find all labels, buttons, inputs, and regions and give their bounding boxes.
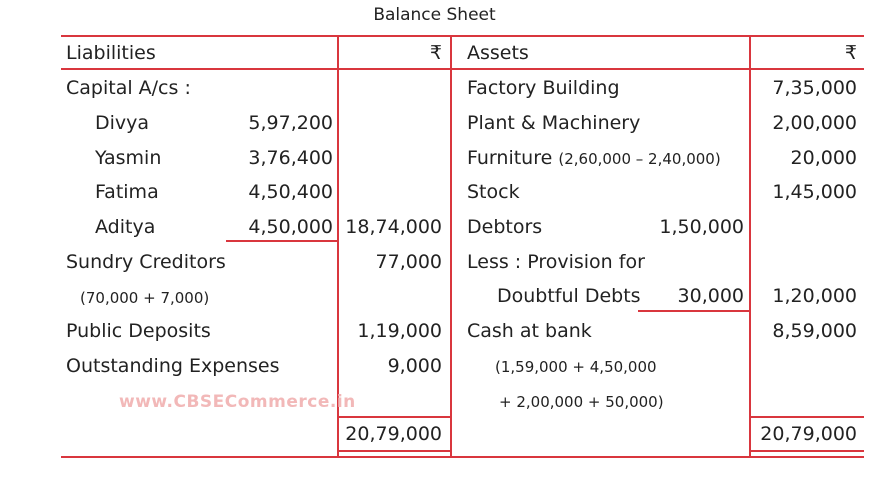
factory-building-amount: 7,35,000 bbox=[772, 77, 857, 99]
partner-amount: 3,76,400 bbox=[248, 147, 333, 169]
asset-currency-header: ₹ bbox=[844, 42, 857, 64]
cash-at-bank-note-line1: (1,59,000 + 4,50,000 bbox=[495, 358, 657, 376]
plant-machinery-label: Plant & Machinery bbox=[467, 112, 641, 134]
table-bottom-border bbox=[61, 456, 864, 458]
table-top-border bbox=[61, 35, 864, 37]
furniture-note: (2,60,000 – 2,40,000) bbox=[558, 150, 721, 168]
assets-total: 20,79,000 bbox=[760, 423, 857, 445]
debtors-gross-amount: 1,50,000 bbox=[659, 216, 744, 238]
partner-name: Yasmin bbox=[95, 147, 162, 169]
partner-amount: 5,97,200 bbox=[248, 112, 333, 134]
capital-heading: Capital A/cs : bbox=[66, 77, 191, 99]
assets-header: Assets bbox=[467, 42, 529, 64]
public-deposits-label: Public Deposits bbox=[66, 320, 211, 342]
stock-label: Stock bbox=[467, 181, 520, 203]
outstanding-expenses-label: Outstanding Expenses bbox=[66, 355, 280, 377]
capital-subtotal-rule bbox=[226, 240, 337, 242]
asset-total-top-rule bbox=[749, 416, 864, 418]
asset-total-double-rule bbox=[749, 450, 864, 452]
sundry-creditors-amount: 77,000 bbox=[375, 251, 442, 273]
furniture-line bbox=[467, 147, 721, 170]
partner-amount: 4,50,000 bbox=[248, 216, 333, 238]
liab-total-top-rule bbox=[337, 416, 450, 418]
sundry-creditors-note: (70,000 + 7,000) bbox=[80, 289, 210, 307]
liab-total-double-rule bbox=[337, 450, 450, 452]
stock-amount: 1,45,000 bbox=[772, 181, 857, 203]
column-divider-asset-amount bbox=[749, 35, 751, 456]
liabilities-total: 20,79,000 bbox=[345, 423, 442, 445]
plant-machinery-amount: 2,00,000 bbox=[772, 112, 857, 134]
capital-total: 18,74,000 bbox=[345, 216, 442, 238]
column-divider-center bbox=[450, 35, 452, 456]
cash-at-bank-note-line2: + 2,00,000 + 50,000) bbox=[499, 393, 664, 411]
outstanding-expenses-amount: 9,000 bbox=[387, 355, 442, 377]
cash-at-bank-amount: 8,59,000 bbox=[772, 320, 857, 342]
factory-building-label: Factory Building bbox=[467, 77, 620, 99]
cash-at-bank-label: Cash at bank bbox=[467, 320, 592, 342]
furniture-label: Furniture bbox=[467, 147, 553, 169]
page-title: Balance Sheet bbox=[373, 5, 496, 25]
header-separator bbox=[61, 68, 864, 70]
partner-name: Divya bbox=[95, 112, 150, 134]
partner-name: Fatima bbox=[95, 181, 159, 203]
debtors-net-amount: 1,20,000 bbox=[772, 285, 857, 307]
partner-amount: 4,50,400 bbox=[248, 181, 333, 203]
debtors-label: Debtors bbox=[467, 216, 543, 238]
partner-name: Aditya bbox=[95, 216, 156, 238]
watermark: www.CBSECommerce.in bbox=[119, 392, 356, 412]
furniture-amount: 20,000 bbox=[790, 147, 857, 169]
provision-less-label: Less : Provision for bbox=[467, 251, 645, 273]
liabilities-header: Liabilities bbox=[66, 42, 156, 64]
public-deposits-amount: 1,19,000 bbox=[357, 320, 442, 342]
sundry-creditors-label: Sundry Creditors bbox=[66, 251, 226, 273]
provision-subtotal-rule bbox=[638, 310, 749, 312]
liab-currency-header: ₹ bbox=[429, 42, 442, 64]
provision-label: Doubtful Debts bbox=[497, 285, 641, 307]
provision-amount: 30,000 bbox=[677, 285, 744, 307]
